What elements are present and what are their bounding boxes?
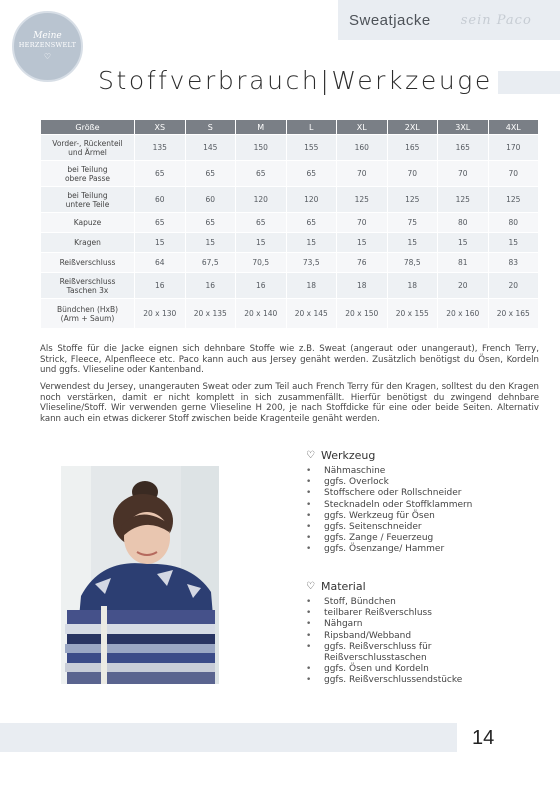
table-cell: 70 bbox=[488, 161, 539, 187]
bullet-icon: • bbox=[306, 466, 312, 476]
bullet-icon: • bbox=[306, 533, 312, 544]
bullet-icon: • bbox=[306, 675, 312, 686]
table-cell: 15 bbox=[438, 233, 489, 253]
material-heading bbox=[306, 580, 462, 593]
bullet-icon: • bbox=[306, 544, 312, 555]
column-header-3xl: 3XL bbox=[438, 120, 489, 135]
table-header-row bbox=[41, 120, 539, 135]
werkzeug-section bbox=[306, 449, 472, 556]
table-cell: 80 bbox=[438, 213, 489, 233]
table-cell: 20 x 155 bbox=[387, 299, 438, 329]
table-cell: 165 bbox=[387, 135, 438, 161]
table-cell: 20 bbox=[488, 273, 539, 299]
table-cell: 70 bbox=[387, 161, 438, 187]
list-item-text: ggfs. Seitenschneider bbox=[324, 522, 422, 533]
table-cell: 20 x 140 bbox=[236, 299, 287, 329]
list-item-text: teilbarer Reißverschluss bbox=[324, 608, 432, 619]
table-cell: 125 bbox=[387, 187, 438, 213]
material-section bbox=[306, 580, 462, 687]
table-body bbox=[41, 135, 539, 329]
table-row bbox=[41, 213, 539, 233]
list-item-text: Ripsband/Webband bbox=[324, 630, 412, 641]
list-item bbox=[306, 608, 462, 619]
table-cell: 75 bbox=[387, 213, 438, 233]
bullet-icon: • bbox=[306, 522, 312, 533]
row-label: Kragen bbox=[41, 233, 135, 253]
material-list bbox=[306, 597, 462, 687]
list-item-text: ggfs. Ösen und Kordeln bbox=[324, 664, 429, 675]
column-header-l: L bbox=[286, 120, 337, 135]
list-item bbox=[306, 522, 472, 533]
photo-illustration bbox=[61, 466, 219, 684]
list-item bbox=[306, 511, 472, 522]
bullet-icon: • bbox=[306, 499, 312, 510]
table-cell: 65 bbox=[135, 161, 186, 187]
table-cell: 83 bbox=[488, 253, 539, 273]
logo-brand-text: HERZENSWELT bbox=[18, 41, 77, 49]
table-cell: 155 bbox=[286, 135, 337, 161]
table-cell: 70 bbox=[337, 213, 388, 233]
table-cell: 20 x 135 bbox=[185, 299, 236, 329]
list-item-text: Stecknadeln oder Stoffklammern bbox=[324, 499, 473, 510]
page-number: 14 bbox=[472, 727, 495, 749]
list-item-text: ggfs. Reißverschluss für Reißverschlusstaschen bbox=[324, 641, 432, 664]
table-cell: 65 bbox=[236, 213, 287, 233]
column-header-2xl: 2XL bbox=[387, 120, 438, 135]
table-cell: 125 bbox=[337, 187, 388, 213]
column-header-xs: XS bbox=[135, 120, 186, 135]
list-item-text: ggfs. Zange / Feuerzeug bbox=[324, 533, 434, 544]
list-item bbox=[306, 500, 472, 511]
designer-photo bbox=[61, 466, 219, 684]
list-item-text: Nähmaschine bbox=[324, 466, 386, 476]
bullet-icon: • bbox=[306, 477, 312, 488]
footer-band bbox=[0, 723, 457, 752]
table-cell: 165 bbox=[438, 135, 489, 161]
table-cell: 18 bbox=[387, 273, 438, 299]
table-cell: 15 bbox=[286, 233, 337, 253]
table-cell: 16 bbox=[236, 273, 287, 299]
column-header-size: Größe bbox=[41, 120, 135, 135]
column-header-xl: XL bbox=[337, 120, 388, 135]
table-cell: 20 x 130 bbox=[135, 299, 186, 329]
list-item-text: ggfs. Overlock bbox=[324, 477, 389, 488]
table-cell: 16 bbox=[185, 273, 236, 299]
row-label: Kapuze bbox=[41, 213, 135, 233]
row-label: bei Teilung obere Passe bbox=[41, 161, 135, 187]
table-cell: 20 x 150 bbox=[337, 299, 388, 329]
table-cell: 70 bbox=[337, 161, 388, 187]
list-item-text: ggfs. Werkzeug für Ösen bbox=[324, 510, 435, 521]
table-cell: 65 bbox=[185, 161, 236, 187]
list-item bbox=[306, 488, 472, 499]
table-cell: 65 bbox=[185, 213, 236, 233]
size-table bbox=[40, 119, 539, 329]
table-cell: 15 bbox=[135, 233, 186, 253]
list-item bbox=[306, 675, 462, 686]
table-cell: 20 x 145 bbox=[286, 299, 337, 329]
row-label: Vorder-, Rückenteil und Ärmel bbox=[41, 135, 135, 161]
list-item bbox=[306, 664, 462, 675]
table-cell: 20 bbox=[438, 273, 489, 299]
table-cell: 65 bbox=[236, 161, 287, 187]
list-item bbox=[306, 544, 472, 555]
list-item bbox=[306, 477, 472, 488]
list-item bbox=[306, 619, 462, 630]
table-cell: 15 bbox=[185, 233, 236, 253]
column-header-s: S bbox=[185, 120, 236, 135]
table-cell: 60 bbox=[135, 187, 186, 213]
table-cell: 15 bbox=[236, 233, 287, 253]
table-cell: 20 x 160 bbox=[438, 299, 489, 329]
table-cell: 150 bbox=[236, 135, 287, 161]
bullet-icon: • bbox=[306, 488, 312, 499]
list-item-text: ggfs. Ösenzange/ Hammer bbox=[324, 544, 445, 555]
list-item bbox=[306, 642, 462, 664]
bullet-icon: • bbox=[306, 608, 312, 619]
table-cell: 125 bbox=[438, 187, 489, 213]
table-cell: 145 bbox=[185, 135, 236, 161]
table-cell: 135 bbox=[135, 135, 186, 161]
bullet-icon: • bbox=[306, 510, 312, 521]
pattern-name: Sweatjacke bbox=[349, 11, 431, 29]
row-label: Bündchen (HxB) (Arm + Saum) bbox=[41, 299, 135, 329]
table-row bbox=[41, 233, 539, 253]
table-cell: 60 bbox=[185, 187, 236, 213]
pattern-script-name: sein Paco bbox=[460, 12, 532, 28]
row-label: Reißverschluss Taschen 3x bbox=[41, 273, 135, 299]
page-title: Stoffverbrauch|Werkzeuge bbox=[98, 66, 493, 95]
column-header-m: M bbox=[236, 120, 287, 135]
table-cell: 78,5 bbox=[387, 253, 438, 273]
list-item bbox=[306, 597, 462, 608]
table-cell: 15 bbox=[387, 233, 438, 253]
bullet-icon: • bbox=[306, 641, 312, 652]
list-item-text: Nähgarn bbox=[324, 619, 363, 630]
list-item bbox=[306, 533, 472, 544]
table-cell: 15 bbox=[337, 233, 388, 253]
list-item bbox=[306, 466, 472, 477]
table-row bbox=[41, 299, 539, 329]
werkzeug-list bbox=[306, 466, 472, 556]
table-cell: 18 bbox=[286, 273, 337, 299]
list-item-text: ggfs. Reißverschlussendstücke bbox=[324, 675, 463, 686]
fabric-paragraph: Als Stoffe für die Jacke eignen sich dehnbare Stoffe wie z.B. Sweat (angeraut oder unangeraut), French Terry, Strick, Fleece, Alpenfleece etc. Paco kann auch aus Jersey genäht werden. Zusätzlich benötigst du Ösen, Kordeln und ggfs. Vlieseline oder Kantenband. bbox=[40, 344, 539, 376]
table-cell: 160 bbox=[337, 135, 388, 161]
werkzeug-heading-text: Werkzeug bbox=[320, 449, 376, 462]
bullet-icon: • bbox=[306, 597, 312, 607]
collar-paragraph: Verwendest du Jersey, unangerauten Sweat oder zum Teil auch French Terry für den Kragen, solltest du den Kragen noch verstärken, damit er nicht komplett in sich zusammenfällt. Hierfür benötigst du zwingend dehnbare Vlieseline/Stoff. Wir verwenden gerne Vlieseline H 200, je nach Stoffdicke für eine oder beide Seiten. Alternativ kann auch ein etwas dickerer Stoff zwischen beide Kragenteile genäht werden. bbox=[40, 382, 539, 424]
table-cell: 125 bbox=[488, 187, 539, 213]
table-cell: 76 bbox=[337, 253, 388, 273]
bullet-icon: • bbox=[306, 630, 312, 641]
bullet-icon: • bbox=[306, 619, 312, 630]
table-cell: 80 bbox=[488, 213, 539, 233]
werkzeug-heading bbox=[306, 449, 472, 462]
header-band bbox=[338, 0, 560, 40]
table-cell: 120 bbox=[286, 187, 337, 213]
row-label: Reißverschluss bbox=[41, 253, 135, 273]
table-cell: 73,5 bbox=[286, 253, 337, 273]
brand-logo bbox=[12, 11, 83, 82]
table-row bbox=[41, 273, 539, 299]
bullet-icon: • bbox=[306, 664, 312, 675]
table-cell: 81 bbox=[438, 253, 489, 273]
table-cell: 70,5 bbox=[236, 253, 287, 273]
list-item bbox=[306, 631, 462, 642]
table-cell: 16 bbox=[135, 273, 186, 299]
heart-icon: ♡ bbox=[306, 450, 315, 461]
row-label: bei Teilung untere Teile bbox=[41, 187, 135, 213]
table-row bbox=[41, 135, 539, 161]
table-row bbox=[41, 253, 539, 273]
list-item-text: Stoffschere oder Rollschneider bbox=[324, 488, 462, 499]
table-row bbox=[41, 187, 539, 213]
table-cell: 64 bbox=[135, 253, 186, 273]
table-cell: 67,5 bbox=[185, 253, 236, 273]
table-cell: 120 bbox=[236, 187, 287, 213]
table-cell: 20 x 165 bbox=[488, 299, 539, 329]
table-cell: 65 bbox=[286, 213, 337, 233]
table-row bbox=[41, 161, 539, 187]
heart-icon: ♡ bbox=[306, 581, 315, 592]
table-cell: 65 bbox=[286, 161, 337, 187]
table-cell: 170 bbox=[488, 135, 539, 161]
table-cell: 70 bbox=[438, 161, 489, 187]
material-heading-text: Material bbox=[320, 580, 366, 593]
column-header-4xl: 4XL bbox=[488, 120, 539, 135]
table-cell: 15 bbox=[488, 233, 539, 253]
logo-script-text: Meine bbox=[33, 31, 62, 41]
table-cell: 18 bbox=[337, 273, 388, 299]
title-accent-band bbox=[498, 71, 560, 94]
table-cell: 65 bbox=[135, 213, 186, 233]
list-item-text: Stoff, Bündchen bbox=[324, 597, 396, 607]
heart-icon: ♡ bbox=[43, 52, 52, 61]
